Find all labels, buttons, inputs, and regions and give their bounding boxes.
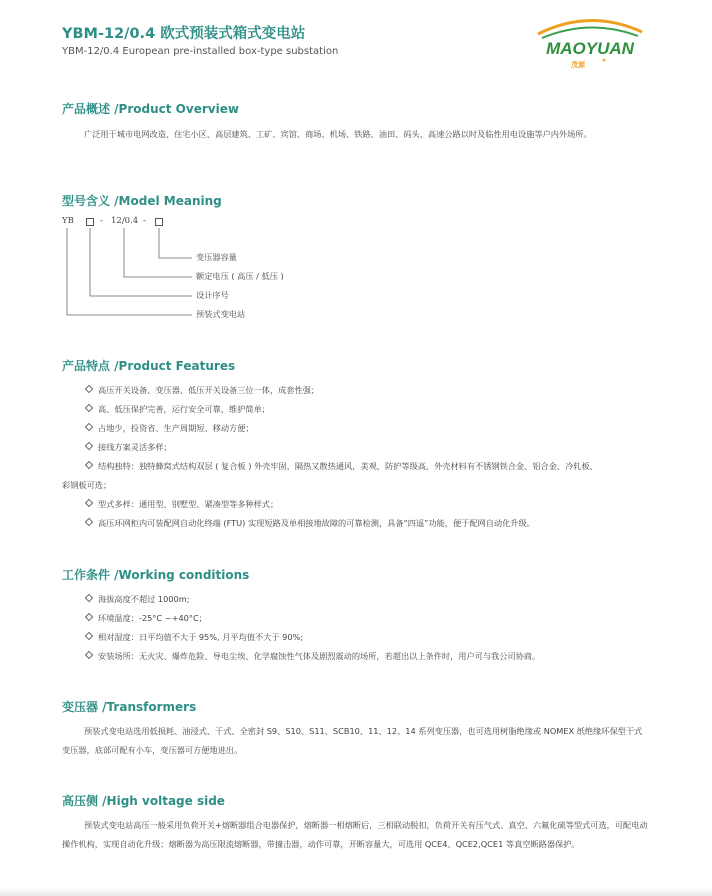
hv-side-text: 预装式变电站高压一般采用负荷开关+熔断器组合电器保护，熔断器一相熔断后，三相联动脱扣，负荷开关有压气式、真空、六氟化硫等型式可选，可配电动操作机构，实现自动化升级；熔断器为高压限流熔断器，带撞击器，动作可靠，开断容量大，可选用 QCE4、QCE2,QCE1 等真空断路器保护。 [62, 820, 648, 849]
section-title-overview: 产品概述 /Product Overview [62, 102, 239, 116]
condition-item: 海拔高度不超过 1000m; [84, 590, 654, 609]
model-label-capacity: 变压器容量 [196, 252, 237, 262]
section-title-transformers: 变压器 /Transformers [62, 700, 197, 714]
diamond-bullet-icon [85, 404, 93, 412]
transformers-text: 预装式变电站选用低损耗、油浸式、干式、全密封 S9、S10、S11、SCB10、11、12、14 系列变压器，也可选用树脂绝缘或 NOMEX 纸绝缘环保型干式变压器，底部可配有小车，变压器可方便地进出。 [62, 726, 643, 755]
diamond-bullet-icon [85, 651, 93, 659]
model-code-voltage: 12/0.4 [111, 216, 139, 226]
feature-item: 高压开关设备、变压器、低压开关设备三位一体，成套性强； [84, 381, 654, 400]
condition-item: 环境温度：-25°C ~+40°C； [84, 609, 654, 628]
diamond-bullet-icon [85, 442, 93, 450]
diamond-bullet-icon [85, 518, 93, 526]
diamond-bullet-icon [85, 594, 93, 602]
feature-item-continuation: 彩钢板可选； [62, 480, 112, 490]
diamond-bullet-icon [85, 499, 93, 507]
page-title: YBM-12/0.4 欧式预装式箱式变电站 [62, 26, 306, 42]
page-subtitle: YBM-12/0.4 European pre-installed box-type substation [62, 46, 339, 57]
section-title-conditions: 工作条件 /Working conditions [62, 568, 250, 582]
model-code-yb: YB [62, 216, 74, 226]
page-bottom-edge [0, 888, 712, 896]
section-title-hv-side: 高压侧 /High voltage side [62, 794, 225, 808]
feature-item: 高、低压保护完善，运行安全可靠，维护简单； [84, 400, 654, 419]
diamond-bullet-icon [85, 613, 93, 621]
diamond-bullet-icon [85, 461, 93, 469]
feature-item: 接线方案灵活多样； [84, 438, 654, 457]
model-connector-lines [0, 0, 712, 340]
condition-item: 安装场所：无火灾、爆炸危险、导电尘埃、化学腐蚀性气体及剧烈震动的场所，若超出以上条件时，用户可与我公司协商。 [84, 647, 654, 666]
model-label-design: 设计序号 [196, 290, 229, 300]
model-code-dash: - [143, 216, 146, 226]
model-label-type: 预装式变电站 [196, 309, 246, 319]
svg-text:茂源: 茂源 [571, 61, 585, 69]
section-title-features: 产品特点 /Product Features [62, 359, 236, 373]
feature-item: 结构独特：独特蜂窝式结构双层 ( 复合板 ) 外壳牢固，隔热又散热通风，美观，防护等级高，外壳材料有不锈钢铁合金、铝合金、冷轧板、 [84, 457, 654, 476]
diamond-bullet-icon [85, 385, 93, 393]
section-title-model: 型号含义 /Model Meaning [62, 194, 222, 208]
condition-item: 相对湿度：日平均值不大于 95%, 月平均值不大于 90%; [84, 628, 654, 647]
feature-item: 型式多样：通用型、别墅型、紧凑型等多种样式； [84, 495, 654, 514]
model-label-voltage: 额定电压 ( 高压 / 低压 ) [196, 271, 284, 281]
diamond-bullet-icon [85, 632, 93, 640]
feature-item: 高压环网柜内可装配网自动化终端 (FTU) 实现短路及单相接地故障的可靠检测，具备“四遥”功能，便于配网自动化升级。 [84, 514, 654, 533]
feature-item: 占地少，投资省、生产周期短、移动方便； [84, 419, 654, 438]
model-code-dash: - [100, 216, 103, 226]
overview-text: 广泛用于城市电网改造、住宅小区、高层建筑、工矿、宾馆、商场、机场、铁路、油田、码头、高速公路以时及临性用电设施等户内外场所。 [84, 129, 592, 139]
diamond-bullet-icon [85, 423, 93, 431]
svg-text:MAOYUAN: MAOYUAN [546, 39, 634, 58]
